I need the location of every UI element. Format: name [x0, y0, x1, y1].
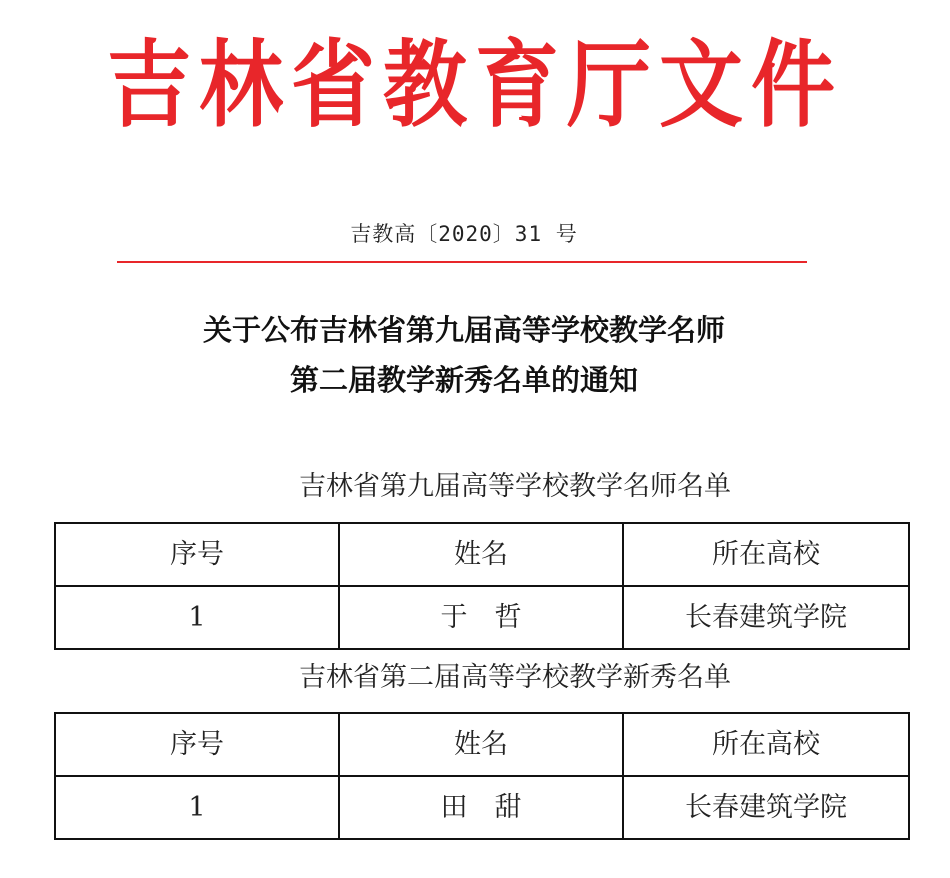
document-title-line-1: 关于公布吉林省第九届高等学校教学名师 [202, 313, 725, 347]
cell-university: 长春建筑学院 [623, 586, 909, 649]
red-divider [117, 261, 807, 263]
column-header-index: 序号 [55, 713, 339, 776]
teaching-newcomers-table [54, 712, 910, 840]
column-header-university: 所在高校 [623, 713, 909, 776]
cell-name: 田 甜 [339, 776, 623, 839]
column-header-index: 序号 [55, 523, 339, 586]
cell-name: 于 哲 [339, 586, 623, 649]
column-header-university: 所在高校 [623, 523, 909, 586]
table-row [55, 776, 909, 839]
document-title-line-2: 第二届教学新秀名单的通知 [289, 363, 638, 397]
list-caption-teaching-newcomers: 吉林省第二届高等学校教学新秀名单 [299, 662, 731, 693]
table-header-row [55, 713, 909, 776]
column-header-name: 姓名 [339, 523, 623, 586]
table-header-row [55, 523, 909, 586]
masthead: 吉林省教育厅文件 [106, 30, 843, 140]
list-caption-teaching-masters: 吉林省第九届高等学校教学名师名单 [299, 471, 731, 502]
table-row [55, 586, 909, 649]
cell-index: 1 [55, 776, 339, 839]
column-header-name: 姓名 [339, 713, 623, 776]
cell-university: 长春建筑学院 [623, 776, 909, 839]
teaching-masters-table [54, 522, 910, 650]
document-number: 吉教高〔2020〕31 号 [350, 222, 578, 246]
cell-index: 1 [55, 586, 339, 649]
